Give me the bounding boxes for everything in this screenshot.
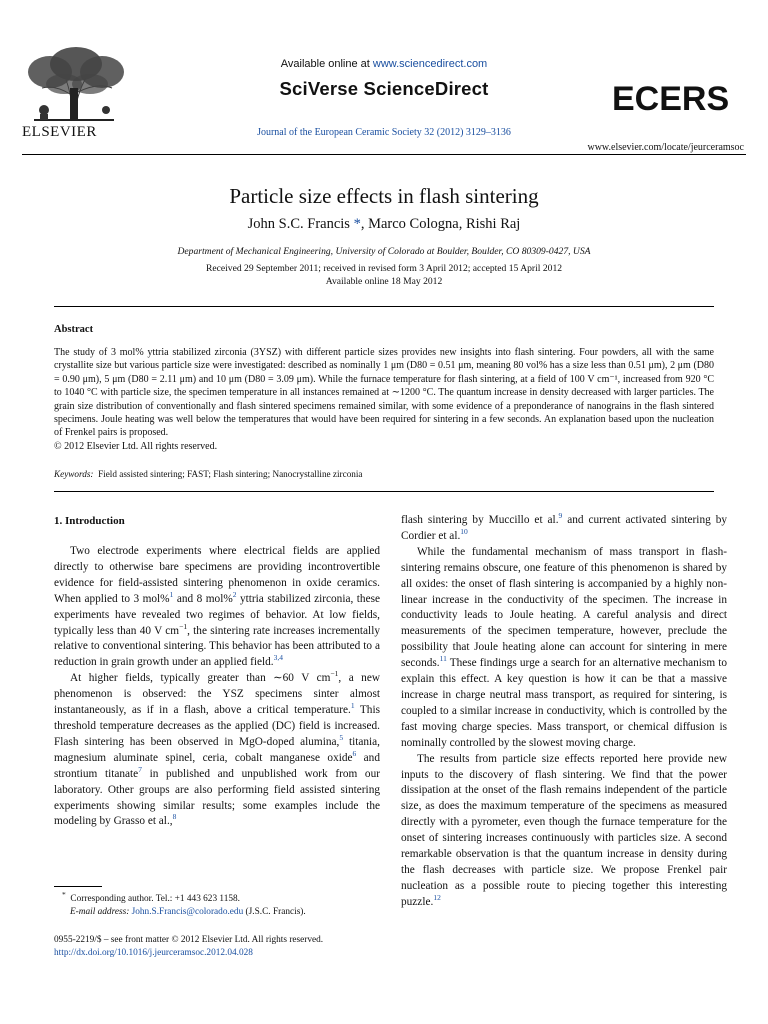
- ref-link-5[interactable]: 5: [339, 733, 344, 743]
- section-heading-introduction: 1. Introduction: [54, 515, 125, 527]
- available-prefix: Available online at: [280, 58, 373, 70]
- available-online-date: Available online 18 May 2012: [325, 276, 443, 287]
- sciencedirect-link[interactable]: www.sciencedirect.com: [372, 58, 488, 70]
- article-title: Particle size effects in flash sintering: [229, 184, 539, 208]
- author-others: , Marco Cologna, Rishi Raj: [360, 216, 521, 232]
- ref-link-11[interactable]: 11: [439, 654, 447, 664]
- ecers-logo-text: ECERS: [612, 80, 730, 114]
- ref-link-6[interactable]: 6: [352, 749, 357, 759]
- right-paragraph-0: flash sintering by Muccillo et al.$^9$ and current activated sintering by Cordier et al.$^{10}$: [401, 511, 727, 542]
- ref-link-12[interactable]: 12: [433, 892, 441, 902]
- author-francis: John S.C. Francis: [247, 216, 350, 232]
- ref-link-2[interactable]: 2: [232, 589, 237, 599]
- ref-link-9[interactable]: 9: [558, 511, 563, 521]
- abstract-copyright: © 2012 Elsevier Ltd. All rights reserved.: [54, 440, 218, 452]
- header-divider: [22, 154, 746, 155]
- intro-paragraph-2: At higher fields, typically greater than ∼60 V $cm^{-1}$, a new phenomenon is observed: the YSZ specimens sinter almost instantaneously, as if in a flash, above a critical temperature.$^1$ This threshold temperature decreases as the applied (DC) field is increased. Flash sintering has been observed in MgO-doped alumina,$^5$ titania, magnesium aluminate spinel, ceria, cobalt manganese oxide$^6$ and strontium titanate$^7$ in published and unpublished work from our laboratory. Other groups are also performing field assisted sintering experiments showing similar results; some examples include the modeling by Grasso et al.,$^8$: [54, 669, 380, 828]
- journal-citation-link[interactable]: Journal of the European Ceramic Society 32 (2012) 3129–3136: [257, 127, 511, 138]
- abstract-text: The study of 3 mol% yttria stabilized zirconia (3YSZ) with different particle sizes provides new insights into flash sintering. Four powders, all with the same crystallite size but various particle size were investigated: described as nominally 1 μm (D80 = 0.51 μm, meaning 80 vol% has a size less than 0.51 μm), 2 μm (D80 = 0.90 μm), 5 μm (D80 = 2.11 μm) and 10 μm (D80 = 3.09 μm). While the furnace temperature for flash sintering, at a field of 100 V cm⁻¹, increased from 920 °C to 1040 °C with particle size, the specimen temperature in all instances remained at ∼1200 °C. The quantum increase in density decreased with larger particles. The grain size distribution of conventionally and flash sintered specimens remained similar, with some evidence of a preponderance of nanograins in the flash sintered specimens. Joule heating was well below the temperatures that would have been required for sintering in a few seconds. An explanation based upon the nucleation of Frenkel pairs is proposed.: [54, 347, 714, 439]
- footnote-email: E-mail address: John.S.Francis@colorado.edu (J.S.C. Francis).: [70, 907, 306, 917]
- abstract-body: [54, 346, 714, 453]
- ref-link-3-4[interactable]: 3,4: [273, 653, 283, 663]
- intro-paragraph-1: Two electrode experiments where electrical fields are applied directly to otherwise bare specimens are providing incontrovertible evidence for field-assisted sintering phenomenon in oxide ceramics. When applied to 3 mol%$^1$ and 8 mol%$^2$ yttria stabilized zirconia, these experiments have revealed two regimes of behavior. At low fields, typically less than 40 V $cm^{-1}$, the sintering rate increases incrementally relative to conventional sintering. This behavior has been attributed to a reduction in grain growth under an applied field.$^{3,4}$: [54, 545, 380, 669]
- ref-link-1b[interactable]: 1: [350, 701, 355, 711]
- right-column: [401, 513, 727, 911]
- journal-homepage-url[interactable]: www.elsevier.com/locate/jeurceramsoc: [587, 142, 744, 153]
- affiliation: Department of Mechanical Engineering, University of Colorado at Boulder, Boulder, CO 80309-0427, USA: [177, 246, 591, 257]
- corresponding-author-marker[interactable]: *: [349, 216, 361, 232]
- keywords-list: Field assisted sintering; FAST; Flash sintering; Nanocrystalline zirconia: [98, 469, 363, 479]
- ecers-logo: [612, 80, 732, 114]
- publisher-name: ELSEVIER: [22, 124, 97, 140]
- right-paragraph-2: The results from particle size effects reported here provide new inputs to the discovery of flash sintering. We find that the power dissipation at the onset of the flash remains independent of the particle size, as does the maximum temperature of the specimens as measured directly with a pyrometer, even though the furnace temperature for the onset of sintering increases continuously with particles size. A second remarkable observation is that the quantum increase in density during the flash decreases with particle size. We propose Frenkel pair nucleation as a possible route to piecing together this interesting puzzle.$^{12}$: [401, 752, 727, 908]
- footnote-corresponding: * Corresponding author. Tel.: +1 443 623 1158.: [62, 889, 241, 904]
- footnote-divider: [54, 886, 102, 887]
- received-dates: Received 29 September 2011; received in revised form 3 April 2012; accepted 15 April 2012: [205, 263, 563, 274]
- ref-link-7[interactable]: 7: [138, 764, 142, 774]
- keywords-line: [54, 469, 714, 479]
- abstract-top-divider: [54, 306, 714, 307]
- left-column: [54, 544, 380, 830]
- author-list: [0, 216, 768, 233]
- exponent: −1: [179, 621, 188, 631]
- footnote-marker: *: [62, 889, 66, 899]
- ref-link-1[interactable]: 1: [169, 589, 174, 599]
- abstract-bottom-divider: [54, 491, 714, 492]
- email-label: E-mail address:: [70, 907, 130, 917]
- ref-link-10[interactable]: 10: [460, 527, 468, 537]
- right-paragraph-1: While the fundamental mechanism of mass transport in flash-sintering remains obscure, one feature of this phenomenon is shared by all oxides: the onset of flash sintering is accompanied by a highly non-linear increase in the conductivity of the specimen. The increase in conductivity leads to Joule heating. A careful analysis and direct measurements of the specimen temperature, however, preclude the possibility that Joule heating alone can account for sintering in mere seconds.$^{11}$ These findings urge a search for an alternative mechanism to explain this effect. A key question is how it can be that a massive increase in charge neutral mass transport, as required for sintering, is coupled to a similar increase in conductivity, which is controlled by the fast moving charge species. Mass transport, or chemical diffusion is nominally controlled by the slowest moving charge.: [401, 545, 727, 749]
- issn-line: 0955-2219/$ – see front matter © 2012 Elsevier Ltd. All rights reserved.: [54, 935, 324, 945]
- email-link[interactable]: John.S.Francis@colorado.edu: [131, 907, 244, 917]
- doi-link[interactable]: http://dx.doi.org/10.1016/j.jeurceramsoc.2012.04.028: [54, 948, 253, 958]
- sciverse-wordmark: SciVerse ScienceDirect: [279, 78, 489, 99]
- ref-link-8[interactable]: 8: [172, 812, 177, 822]
- exponent: −1: [330, 669, 339, 679]
- keywords-label: Keywords:: [54, 469, 94, 479]
- available-online-line: [0, 58, 768, 70]
- abstract-heading: Abstract: [54, 324, 94, 335]
